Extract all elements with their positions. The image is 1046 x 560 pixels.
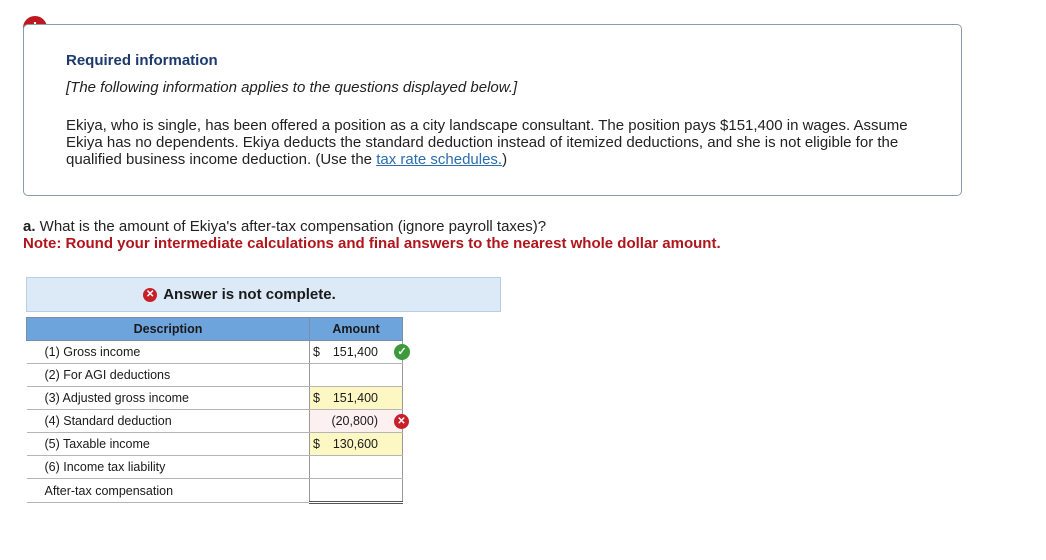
info-title: Required information [66, 52, 218, 69]
question-text [23, 218, 546, 235]
amount-value: 130,600 [332, 437, 378, 451]
amount-value: 151,400 [332, 391, 378, 405]
amount-input[interactable] [310, 456, 403, 479]
row-description: (6) Income tax liability [27, 456, 310, 479]
currency-symbol: $ [313, 345, 320, 359]
x-circle-icon: ✕ [143, 288, 157, 302]
info-body-tail: ) [502, 151, 508, 168]
column-header-description: Description [27, 318, 310, 341]
tax-rate-schedules-link[interactable]: tax rate schedules. [376, 151, 503, 168]
amount-value: 151,400 [332, 345, 378, 359]
row-description: After-tax compensation [27, 479, 310, 503]
info-subtitle: [The following information applies to the questions displayed below.] [66, 79, 518, 96]
column-header-amount: Amount [310, 318, 403, 341]
amount-cell[interactable] [310, 341, 407, 364]
table-row [27, 456, 403, 479]
table-row [27, 479, 403, 503]
check-circle-icon: ✓ [394, 344, 410, 360]
row-description: (5) Taxable income [27, 433, 310, 456]
question-body: What is the amount of Ekiya's after-tax compensation (ignore payroll taxes)? [35, 218, 547, 235]
amount-input[interactable] [310, 433, 403, 456]
row-description: (3) Adjusted gross income [27, 387, 310, 410]
amount-value: (20,800) [331, 414, 378, 428]
row-description: (2) For AGI deductions [27, 364, 310, 387]
amount-input[interactable] [310, 364, 403, 387]
amount-input[interactable] [310, 387, 403, 410]
table-row [27, 341, 403, 364]
amount-input[interactable] [310, 479, 403, 503]
answer-table [26, 317, 407, 504]
question-note: Note: Round your intermediate calculations and final answers to the nearest whole dollar amount. [23, 235, 721, 252]
info-body [66, 117, 926, 168]
answer-status-text: Answer is not complete. [163, 286, 336, 303]
question-label: a. [23, 218, 36, 235]
currency-symbol: $ [313, 391, 320, 405]
answer-status-bar [26, 277, 501, 312]
amount-input[interactable] [310, 410, 406, 433]
table-row [27, 410, 403, 433]
currency-symbol: $ [313, 437, 320, 451]
x-circle-icon: ✕ [394, 414, 409, 429]
table-row [27, 364, 403, 387]
row-description: (4) Standard deduction [27, 410, 310, 433]
required-information-box [23, 24, 962, 196]
row-description: (1) Gross income [27, 341, 310, 364]
table-row [27, 387, 403, 410]
table-row [27, 433, 403, 456]
info-body-text: Ekiya, who is single, has been offered a position as a city landscape consultant. The position pays $151,400 in wages. Assume Ekiya has no dependents. Ekiya deducts the standard deduction instead of itemized deductions, and she is not eligible for the qualified business income deduction. (Use the [66, 117, 908, 168]
